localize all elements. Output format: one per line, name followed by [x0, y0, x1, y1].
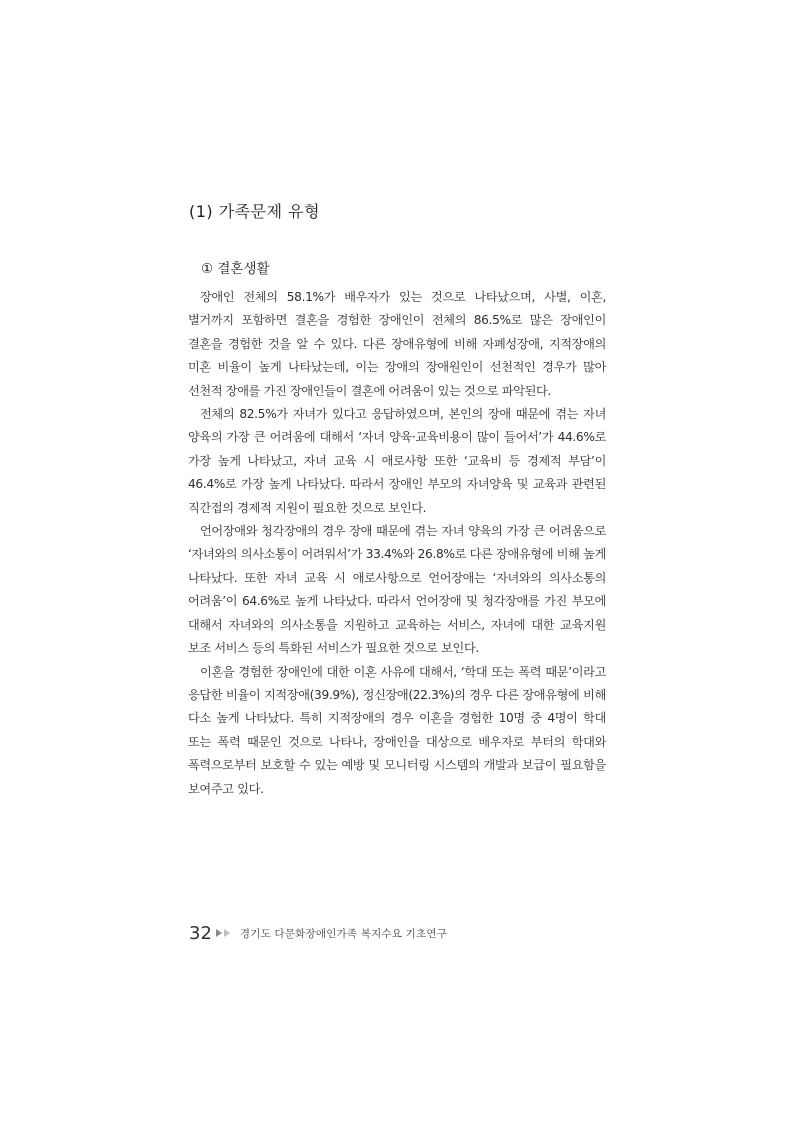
paragraph-marriage-status: 장애인 전체의 58.1%가 배우자가 있는 것으로 나타났으며, 사별, 이혼, 별거까지 포함하면 결혼을 경험한 장애인이 전체의 86.5%로 많은 장애인이 결혼을 경험한 것을 알 수 있다. 다른 장애유형에 비해 자폐성장애, 지적장애의 미혼 비율이 높게 나타났는데, 이는 장애의 장애원인이 선천적인 경우가 많아 선천적 장애를 가진 장애인들이 결혼에 어려움이 있는 것으로 파악된다. [188, 290, 606, 398]
paragraph-divorce-reasons: 이혼을 경험한 장애인에 대한 이혼 사유에 대해서, ‘학대 또는 폭력 때문’이라고 응답한 비율이 지적장애(39.9%), 정신장애(22.3%)의 경우 다른 장애유형에 비해 다소 높게 나타났다. 특히 지적장애의 경우 이혼을 경험한 10명 중 4명이 학대 또는 폭력 때문인 것으로 나타나, 장애인을 대상으로 배우자로 부터의 학대와 폭력으로부터 보호할 수 있는 예방 및 모니터링 시스템의 개발과 보급이 필요함을 보여주고 있다. [188, 664, 606, 796]
paragraph-child-rearing: 전체의 82.5%가 자녀가 있다고 응답하였으며, 본인의 장애 때문에 겪는 자녀 양육의 가장 큰 어려움에 대해서 ‘자녀 양육·교육비용이 많이 들어서’가 44.6%로 가장 높게 나타났고, 자녀 교육 시 애로사항 또한 ‘교육비 등 경제적 부담’이 46.4%로 가장 높게 나타났다. 따라서 장애인 부모의 자녀양육 및 교육과 관련된 직간접의 경제적 지원이 필요한 것으로 보인다. [188, 407, 606, 515]
page-number: 32 [189, 922, 212, 944]
section-title: (1) 가족문제 유형 [189, 202, 321, 221]
body-text [188, 286, 606, 801]
page-footer [189, 922, 447, 944]
paragraph-communication-disability: 언어장애와 청각장애의 경우 장애 때문에 겪는 자녀 양육의 가장 큰 어려움으로 ‘자녀와의 의사소통이 어려워서’가 33.4%와 26.8%로 다른 장애유형에 비해 높게 나타났다. 또한 자녀 교육 시 애로사항으로 언어장애는 ‘자녀와의 의사소통의 어려움’이 64.6%로 높게 나타났다. 따라서 언어장애 및 청각장애를 가진 부모에 대해서 자녀와의 의사소통을 지원하고 교육하는 서비스, 자녀에 대한 교육지원 보조 서비스 등의 특화된 서비스가 필요한 것으로 보인다. [188, 524, 606, 656]
arrow-right-icon [216, 929, 222, 937]
running-title: 경기도 다문화장애인가족 복지수요 기초연구 [239, 927, 448, 940]
subsection-title: ① 결혼생활 [201, 261, 270, 277]
arrow-right-icon [224, 929, 230, 937]
